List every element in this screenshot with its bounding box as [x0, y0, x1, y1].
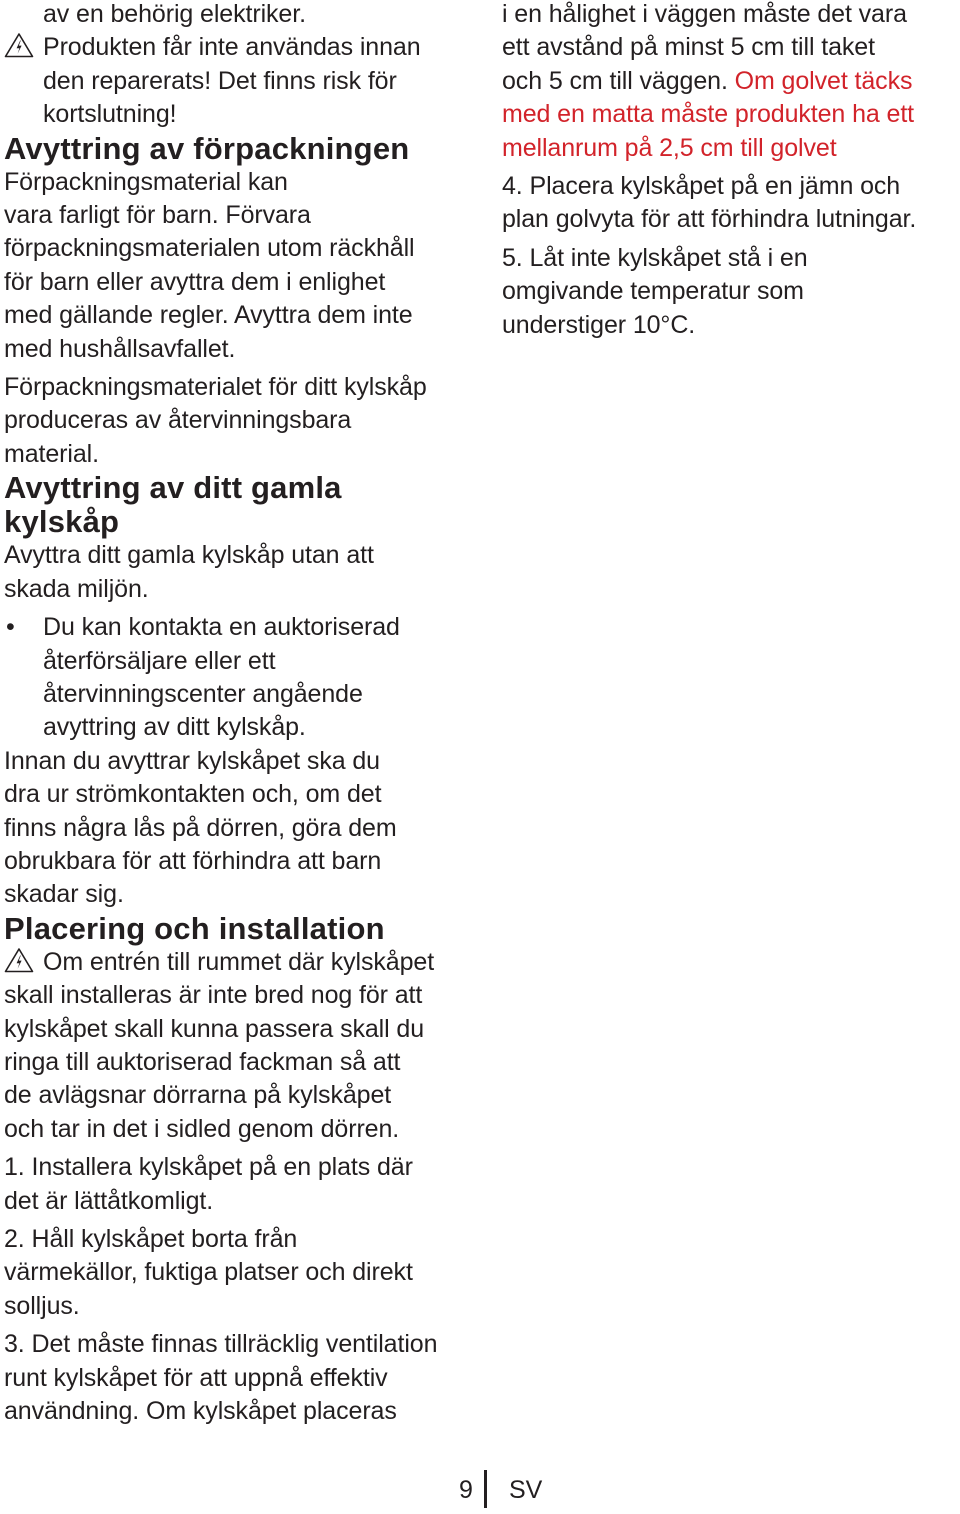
- text-line: skall installeras är inte bred nog för att: [4, 981, 423, 1010]
- text-line: 3. Det måste finnas tillräcklig ventilation: [4, 1330, 438, 1359]
- step-2: [4, 1223, 480, 1323]
- text-line: ett avstånd på minst 5 cm till taket: [502, 33, 875, 62]
- text-line: dra ur strömkontakten och, om det: [4, 780, 382, 809]
- heading-line: Avyttring av ditt gamla: [4, 470, 342, 506]
- electrician-text: [4, 0, 480, 132]
- text-line: Innan du avyttrar kylskåpet ska du: [4, 746, 380, 775]
- step-1: [4, 1151, 480, 1218]
- ventilation-continuation: [502, 0, 958, 165]
- text-line: återvinningscenter angående: [43, 679, 363, 708]
- text-line: Du kan kontakta en auktoriserad: [43, 613, 400, 642]
- packaging-paragraph-1: [4, 166, 480, 366]
- text-line: värmekällor, fuktiga platser och direkt: [4, 1258, 413, 1287]
- text-line: i en hålighet i väggen måste det vara: [502, 0, 907, 28]
- heading-line: kylskåp: [4, 504, 120, 540]
- heading-old-fridge: [4, 471, 480, 539]
- text-line: 5. Låt inte kylskåpet stå i en: [502, 243, 808, 272]
- warning-triangle-icon: [4, 32, 34, 58]
- text-line: 4. Placera kylskåpet på en jämn och: [502, 172, 901, 201]
- install-warning: [4, 946, 480, 1146]
- text-line: Avyttra ditt gamla kylskåp utan att: [4, 541, 374, 570]
- text-line: obrukbara för att förhindra att barn: [4, 846, 382, 875]
- text-line: finns några lås på dörren, göra dem: [4, 813, 397, 842]
- warning-text: Om entrén till rummet där kylskåpet: [43, 947, 435, 976]
- heading-packaging: Avyttring av förpackningen: [4, 130, 410, 166]
- step-3: [4, 1328, 480, 1428]
- text-line-red: med en matta måste produkten ha ett: [502, 100, 915, 129]
- bullet-item: [4, 611, 480, 745]
- text-line: återförsäljare eller ett: [43, 646, 276, 675]
- text-line: de avlägsnar dörrarna på kylskåpet: [4, 1081, 392, 1110]
- text-line: skadar sig.: [4, 880, 124, 909]
- text-line: solljus.: [4, 1291, 80, 1320]
- text-line: omgivande temperatur som: [502, 277, 804, 306]
- step-5: [502, 242, 958, 342]
- text-line-mixed: [502, 65, 958, 98]
- text-line: Förpackningsmaterialet för ditt kylskåp: [4, 373, 427, 402]
- old-paragraph-2: [4, 745, 480, 912]
- packaging-paragraph-2: [4, 371, 480, 471]
- step-4: [502, 170, 958, 237]
- text-red: Om golvet täcks: [734, 66, 913, 95]
- page-number: 9: [459, 1476, 473, 1504]
- text-line: understiger 10°C.: [502, 310, 696, 339]
- text-line: runt kylskåpet för att uppnå effektiv: [4, 1363, 388, 1392]
- old-paragraph-1: [4, 539, 480, 606]
- bullet-marker: •: [6, 613, 15, 642]
- text-line: avyttring av ditt kylskåp.: [43, 713, 306, 742]
- text-line: den reparerats! Det finns risk för: [43, 66, 397, 95]
- right-column: [502, 0, 958, 342]
- heading-installation: Placering och installation: [4, 910, 385, 946]
- warning-line: [4, 946, 480, 979]
- text-line: för barn eller avyttra dem i enlighet: [4, 267, 386, 296]
- text-line: vara farligt för barn. Förvara: [4, 201, 311, 230]
- text-line: av en behörig elektriker.: [43, 0, 306, 28]
- text-line: 2. Håll kylskåpet borta från: [4, 1225, 298, 1253]
- text-line: förpackningsmaterialen utom räckhåll: [4, 234, 415, 263]
- text-line: produceras av återvinningsbara: [4, 406, 352, 435]
- text-line: 1. Installera kylskåpet på en plats där: [4, 1153, 413, 1182]
- warning-triangle-icon: [4, 947, 34, 973]
- text-line: skada miljön.: [4, 574, 149, 603]
- text-line: med gällande regler. Avyttra dem inte: [4, 301, 413, 330]
- warning-line: [4, 31, 480, 64]
- text-black: och 5 cm till väggen.: [502, 66, 735, 95]
- text-line-red: mellanrum på 2,5 cm till golvet: [502, 133, 837, 162]
- text-line: kylskåpet skall kunna passera skall du: [4, 1014, 425, 1043]
- text-line: med hushållsavfallet.: [4, 334, 236, 363]
- page-footer: [0, 1470, 960, 1510]
- text-line: material.: [4, 439, 99, 468]
- text-line: Förpackningsmaterial kan: [4, 167, 288, 196]
- text-line: användning. Om kylskåpet placeras: [4, 1397, 397, 1426]
- text-line: och tar in det i sidled genom dörren.: [4, 1114, 400, 1143]
- footer-divider: [484, 1470, 487, 1508]
- text-line: det är lättåtkomligt.: [4, 1186, 214, 1215]
- language-code: SV: [509, 1476, 543, 1504]
- text-line: plan golvyta för att förhindra lutningar.: [502, 205, 917, 234]
- text-line: ringa till auktoriserad fackman så att: [4, 1047, 401, 1076]
- left-column: [4, 0, 480, 1428]
- text-line: kortslutning!: [43, 100, 177, 129]
- warning-text: Produkten får inte användas innan: [43, 33, 421, 62]
